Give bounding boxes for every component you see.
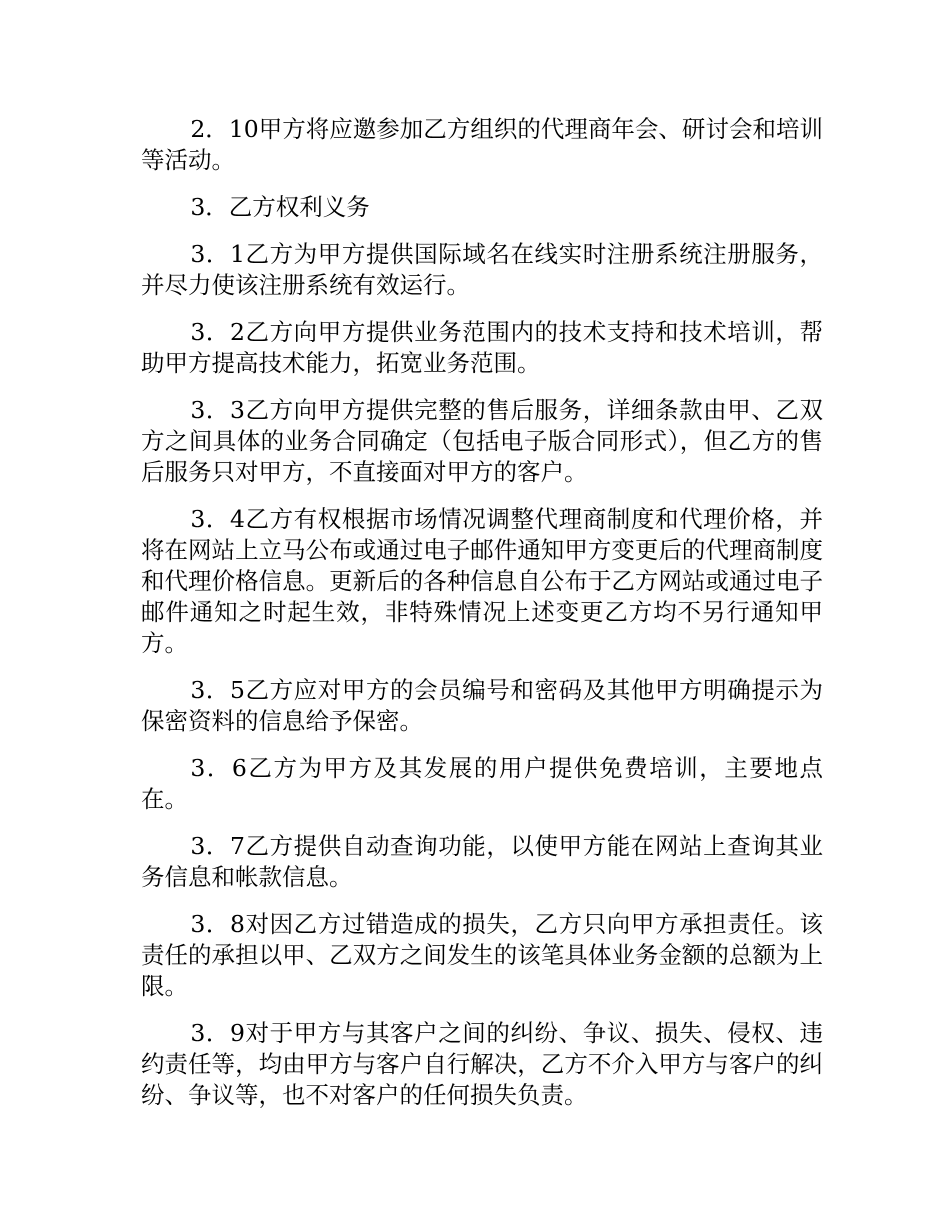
paragraph-3-9: 3．9对于甲方与其客户之间的纠纷、争议、损失、侵权、违约责任等，均由甲方与客户自行解决，乙方不介入甲方与客户的纠纷、争议等，也不对客户的任何损失负责。: [141, 1019, 823, 1109]
section-heading-3: 3．乙方权利义务: [190, 193, 370, 221]
paragraph-2-10: 2．10甲方将应邀参加乙方组织的代理商年会、研讨会和培训等活动。: [141, 115, 823, 174]
paragraph-3-8: 3．8对因乙方过错造成的损失，乙方只向甲方承担责任。该责任的承担以甲、乙双方之间发生的该笔具体业务金额的总额为上限。: [141, 910, 823, 1000]
paragraph-3-6: 3．6乙方为甲方及其发展的用户提供免费培训，主要地点在。: [141, 754, 823, 813]
document-body: [141, 114, 823, 1127]
paragraph-3-4: 3．4乙方有权根据市场情况调整代理商制度和代理价格，并将在网站上立马公布或通过电子邮件通知甲方变更后的代理商制度和代理价格信息。更新后的各种信息自公布于乙方网站或通过电子邮件通知之时起生效，非特殊情况上述变更乙方均不另行通知甲方。: [141, 505, 823, 657]
paragraph-3-2: 3．2乙方向甲方提供业务范围内的技术支持和技术培训，帮助甲方提高技术能力，拓宽业务范围。: [141, 318, 823, 377]
paragraph-3-5: 3．5乙方应对甲方的会员编号和密码及其他甲方明确提示为保密资料的信息给予保密。: [141, 676, 823, 735]
paragraph-3-1: 3．1乙方为甲方提供国际域名在线实时注册系统注册服务，并尽力使该注册系统有效运行。: [141, 240, 823, 299]
paragraph-3-3: 3．3乙方向甲方提供完整的售后服务，详细条款由甲、乙双方之间具体的业务合同确定（包括电子版合同形式），但乙方的售后服务只对甲方，不直接面对甲方的客户。: [141, 396, 823, 486]
paragraph-3-7: 3．7乙方提供自动查询功能，以使甲方能在网站上查询其业务信息和帐款信息。: [141, 832, 823, 891]
